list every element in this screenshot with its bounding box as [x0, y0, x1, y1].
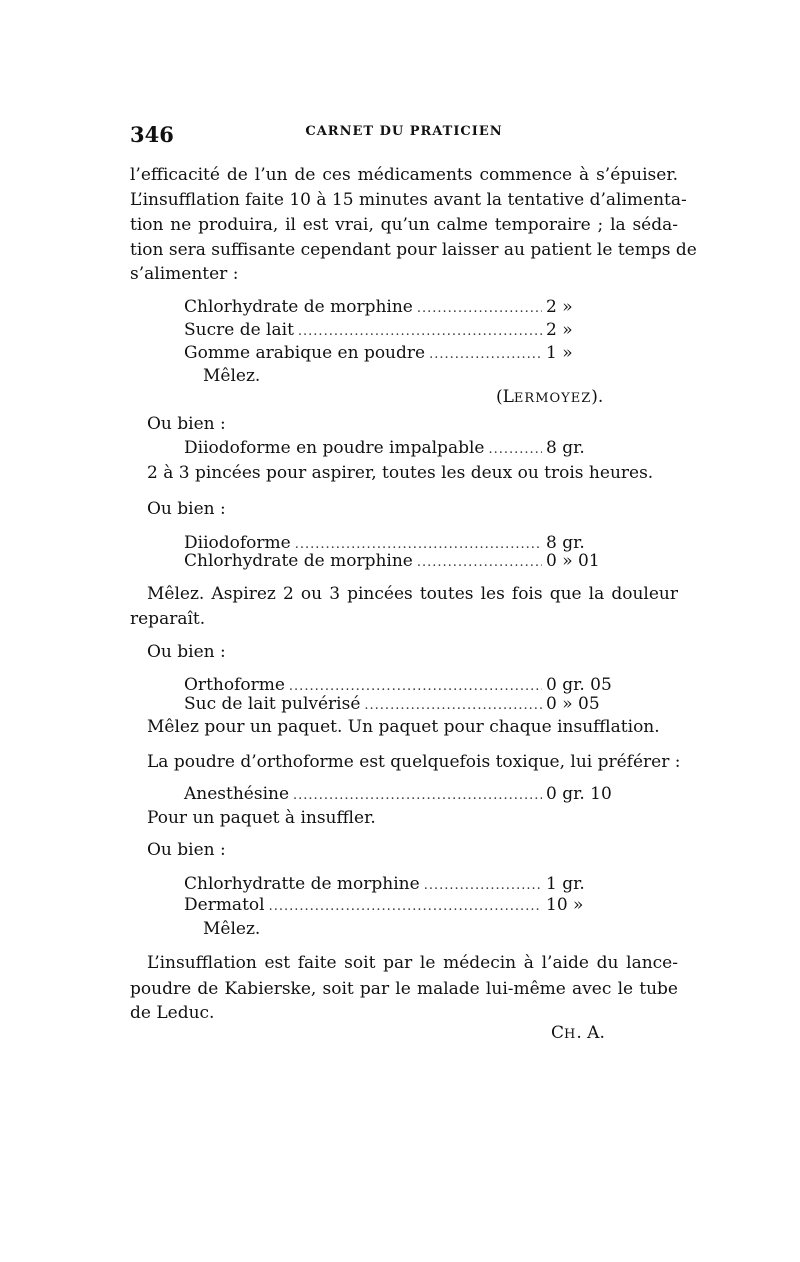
melez-instruction: Mêlez.: [203, 366, 261, 386]
leader-dots: [293, 784, 542, 808]
prescription-line: [184, 341, 624, 365]
ingredient-quantity: 0 gr. 05: [546, 675, 612, 695]
dosage-note: Pour un paquet à insuffler.: [147, 808, 376, 828]
ingredient-name: Chlorhydrate de morphine: [184, 297, 413, 317]
page-number: 346: [130, 122, 174, 147]
ingredient-name: Gomme arabique en poudre: [184, 343, 426, 363]
prescription-line: [184, 436, 624, 460]
leader-dots: [429, 343, 542, 367]
intro-line: tion sera suffisante cependant pour laisser au patient le temps de: [130, 240, 697, 260]
ou-bien-label: Ou bien :: [147, 642, 226, 662]
ou-bien-label: Ou bien :: [147, 414, 226, 434]
ingredient-name: Diiodoforme en poudre impalpable: [184, 438, 485, 458]
ingredient-quantity: 0 » 05: [546, 694, 600, 714]
closing-line: L’insufflation est faite soit par le médecin à l’aide du lance-: [147, 953, 678, 973]
running-title: CARNET DU PRATICIEN: [305, 124, 503, 139]
ingredient-quantity: 2 »: [546, 297, 573, 317]
ingredient-name: Anesthésine: [184, 784, 290, 804]
ingredient-quantity: 0 » 01: [546, 551, 600, 571]
signature: CH. A.: [551, 1023, 605, 1043]
prescription-line: [184, 893, 624, 917]
ingredient-quantity: 1 gr.: [546, 874, 585, 894]
intro-line: l’efficacité de l’un de ces médicaments commence à s’épuiser.: [130, 165, 678, 185]
author-attribution: (LERMOYEZ).: [496, 387, 604, 407]
ou-bien-label: Ou bien :: [147, 499, 226, 519]
ingredient-name: Chlorhydratte de morphine: [184, 874, 420, 894]
ingredient-quantity: 2 »: [546, 320, 573, 340]
ingredient-name: Sucre de lait: [184, 320, 294, 340]
leader-dots: [417, 551, 542, 575]
prescription-line: [184, 318, 624, 342]
melez-instruction: Mêlez.: [203, 919, 261, 939]
dosage-note: 2 à 3 pincées pour aspirer, toutes les deux ou trois heures.: [147, 463, 654, 483]
intro-line: tion ne produira, il est vrai, qu’un calme temporaire ; la séda-: [130, 215, 678, 235]
leader-dots: [488, 438, 542, 462]
intro-line: s’alimenter :: [130, 264, 239, 284]
ou-bien-label: Ou bien :: [147, 840, 226, 860]
closing-line: de Leduc.: [130, 1003, 215, 1023]
ingredient-name: Chlorhydrate de morphine: [184, 551, 413, 571]
ingredient-quantity: 1 »: [546, 343, 573, 363]
dosage-note: Mêlez. Aspirez 2 ou 3 pincées toutes les fois que la douleur: [147, 584, 678, 604]
ingredient-quantity: 10 »: [546, 895, 584, 915]
ingredient-name: Diiodoforme: [184, 533, 291, 553]
closing-line: poudre de Kabierske, soit par le malade lui-même avec le tube: [130, 979, 678, 999]
warning-text: La poudre d’orthoforme est quelquefois toxique, lui préférer :: [147, 752, 681, 772]
prescription-line: [184, 692, 624, 716]
ingredient-name: Dermatol: [184, 895, 265, 915]
dosage-note: reparaît.: [130, 609, 206, 629]
prescription-line: [184, 782, 624, 806]
dosage-note: Mêlez pour un paquet. Un paquet pour chaque insufflation.: [147, 717, 660, 737]
prescription-line: [184, 549, 624, 573]
ingredient-name: Suc de lait pulvérisé: [184, 694, 361, 714]
page-header: [130, 122, 678, 146]
ingredient-quantity: 0 gr. 10: [546, 784, 612, 804]
prescription-line: [184, 295, 624, 319]
ingredient-name: Orthoforme: [184, 675, 285, 695]
ingredient-quantity: 8 gr.: [546, 533, 585, 553]
intro-line: L’insufflation faite 10 à 15 minutes avant la tentative d’alimenta-: [130, 190, 687, 210]
ingredient-quantity: 8 gr.: [546, 438, 585, 458]
leader-dots: [269, 895, 542, 919]
